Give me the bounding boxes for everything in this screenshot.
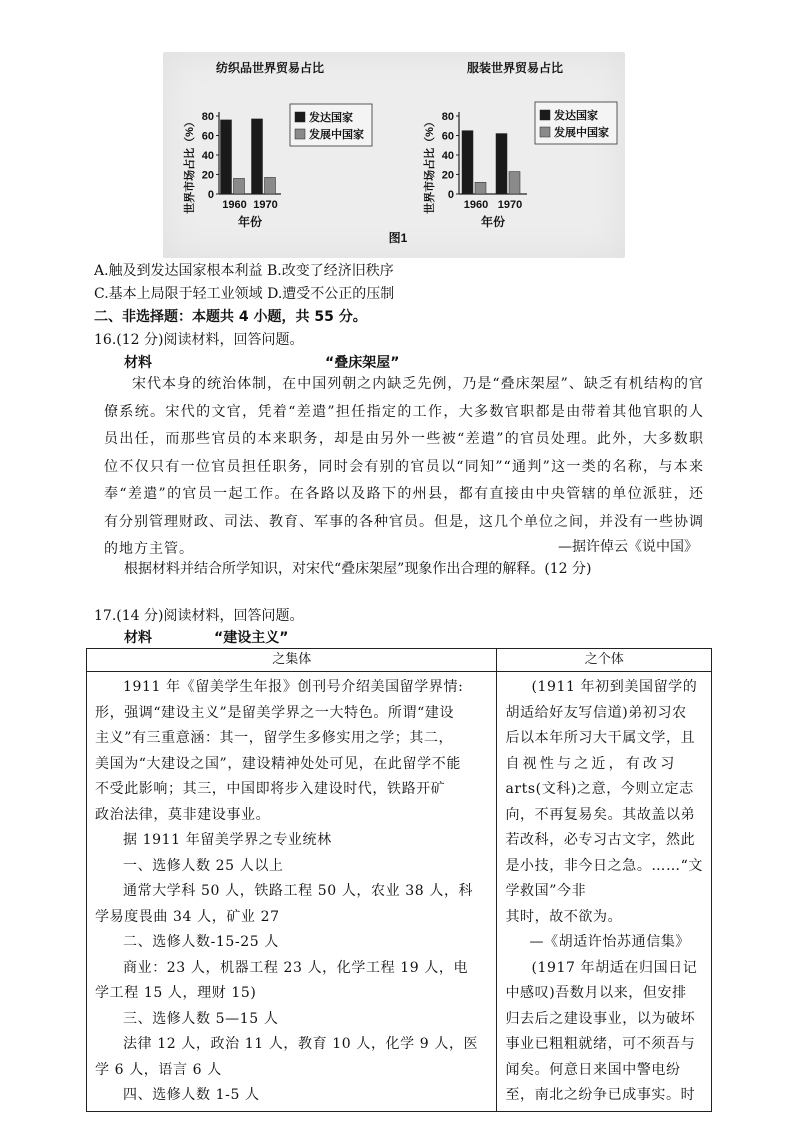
chart1-y-tick-label: 60 — [201, 130, 214, 143]
chart2-y-tick-label: 0 — [447, 189, 454, 201]
collective-line: 商业：23 人，机器工程 23 人，化学工程 19 人，电 — [123, 959, 469, 976]
chart1-y-tick-label: 80 — [201, 111, 214, 123]
collective-line: 通常大学科 50 人，铁路工程 50 人，农业 38 人，科 — [123, 883, 474, 899]
individual-line: arts(文科)之意，今则立定志 — [505, 781, 694, 797]
chart2-legend-swatch — [540, 110, 550, 120]
chart2-bar-developed — [462, 131, 473, 194]
individual-line: 归去后之建设事业，以为破坏 — [505, 1010, 696, 1027]
chart1-y-tick-label: 40 — [201, 150, 214, 162]
chart2-y-tick-label: 60 — [441, 130, 454, 143]
collective-line: 四、选修人数 1-5 人 — [123, 1087, 260, 1103]
individual-line: (1911 年初到美国留学的 — [531, 679, 698, 695]
individual-line: 若改科，必专习古文字，然此 — [505, 832, 696, 848]
individual-line: 后以本年所习大干属文学，且 — [505, 730, 696, 746]
q17-material-label: 材料 — [124, 630, 152, 646]
q17-material-title: “建设主义” — [214, 630, 289, 646]
chart2-x-tick-label: 1960 — [463, 199, 489, 211]
collective-line: 学工程 15 人，理财 15) — [95, 985, 257, 1001]
chart2-y-axis-label: 世界市场占比（%） — [424, 116, 436, 214]
chart2-y-tick-label: 40 — [441, 150, 454, 162]
table-cell-individual — [497, 672, 712, 1112]
q15-options-line1: A.触及到发达国家根本利益 B.改变了经济旧秩序 — [94, 263, 394, 279]
figure-1 — [163, 52, 625, 258]
table-header-collective: 之集体 — [87, 649, 497, 672]
collective-line: 美国为“大建设之国”，建设精神处处可见，在此留学不能 — [95, 755, 461, 772]
chart1-title: 纺织品世界贸易占比 — [215, 61, 325, 75]
q17-material-table — [86, 648, 712, 1112]
chart1-y-tick-label: 20 — [201, 169, 214, 182]
chart1-legend-label: 发达国家 — [309, 112, 353, 124]
q16-source: —据许倬云《说中国》 — [558, 539, 698, 555]
chart2-legend-label: 发达国家 — [554, 110, 598, 122]
individual-line: 其时，故不欲为。 — [505, 908, 623, 925]
chart1-bar-developed — [221, 120, 232, 194]
individual-line: 事业已粗粗就绪，可不须吾与 — [505, 1036, 696, 1052]
chart2-x-axis-label: 年份 — [480, 215, 506, 229]
chart2-title: 服装世界贸易占比 — [466, 61, 564, 75]
chart2-bar-developing — [475, 182, 486, 194]
chart2-bar-developing — [509, 172, 520, 194]
chart1-y-tick-label: 0 — [207, 189, 214, 201]
chart2-legend-swatch — [540, 127, 550, 137]
q15-options-line2: C.基本上局限于轻工业领域 D.遭受不公正的压制 — [94, 286, 395, 302]
collective-line: 不受此影响；其三，中国即将步入建设时代，铁路开矿 — [95, 781, 446, 797]
q16-question: 根据材料并结合所学知识，对宋代“叠床架屋”现象作出合理的解释。(12 分) — [124, 561, 592, 577]
chart2-y-tick-label: 80 — [441, 111, 454, 123]
collective-line: 三、选修人数 5—15 人 — [123, 1010, 279, 1027]
chart1-bar-developing — [234, 178, 245, 194]
chart1-legend-swatch — [295, 112, 305, 122]
collective-line: 政治法律，莫非建设事业。 — [95, 806, 271, 823]
collective-line: 学 6 人，语言 6 人 — [95, 1061, 222, 1078]
figure-label: 图1 — [388, 231, 408, 245]
chart1-bar-developed — [252, 119, 263, 194]
chart1-legend-swatch — [295, 129, 305, 139]
chart2-legend-label: 发展中国家 — [554, 127, 609, 139]
section2-heading: 二、非选择题：本题共 4 小题，共 55 分。 — [94, 309, 367, 325]
chart1-x-tick-label: 1960 — [222, 199, 247, 211]
chart1-y-axis-label: 世界市场占比（%） — [184, 116, 196, 214]
individual-line: (1917 年胡适在归国日记 — [531, 959, 698, 976]
collective-line: 据 1911 年留美学界之专业统林 — [123, 832, 332, 848]
individual-line: 胡适给好友写信道)弟初习农 — [505, 704, 687, 721]
chart1-x-axis-label: 年份 — [237, 215, 263, 229]
collective-line: 学易度畏曲 34 人，矿业 27 — [95, 908, 280, 925]
collective-line: 主义”有三重意涵：其一，留学生多修实用之学；其二， — [95, 730, 454, 746]
individual-line: 向，不再复易矣。其故盖以弟 — [505, 806, 696, 823]
q17-stem: 17.(14 分)阅读材料，回答问题。 — [94, 608, 304, 624]
chart2-bar-developed — [496, 134, 507, 194]
chart1-x-tick-label: 1970 — [253, 199, 278, 211]
q16-material-body: 宋代本身的统治体制，在中国列朝之内缺乏先例，乃是“叠床架屋”、缺乏有机结构的官僚系统。宋代的文官，凭着“差遣”担任指定的工作，大多数官职都是由带着其他官职的人员出任，而那些官员的本来职务，却是由另外一些被“差遣”的官员处理。此外，大多数职位不仅只有一位官员担任职务，同时会有别的官员以“同知”“通判”这一类的名称，与本来奉“差遣”的官员一起工作。在各路以及路下的州县，都有直接由中央管辖的单位派驻，还有分别管理财政、司法、教育、军事的各种官员。但是，这几个单位之间，并没有一些协调的地方主管。 — [104, 376, 704, 557]
collective-line: 二、选修人数-15-25 人 — [123, 934, 279, 950]
table-cell-collective — [87, 672, 497, 1112]
chart1-legend-label: 发展中国家 — [309, 129, 364, 141]
chart2-x-tick-label: 1970 — [497, 199, 523, 211]
chart1-bar-developing — [265, 177, 276, 194]
individual-line: 闻矣。何意日来国中警电纷 — [505, 1061, 681, 1078]
individual-line: 学救国”今非 — [505, 883, 587, 899]
collective-line: 形，强调“建设主义”是留美学界之一大特色。所谓“建设 — [95, 704, 455, 721]
individual-line: 至，南北之纷争已成事实。时 — [505, 1087, 696, 1103]
individual-source: —《胡适许怡苏通信集》 — [529, 934, 691, 950]
individual-line: 自视性与之近，有改习 — [505, 755, 678, 772]
individual-line: 是小技，非今日之急。……“文 — [505, 857, 703, 874]
q16-stem: 16.(12 分)阅读材料，回答问题。 — [94, 332, 304, 348]
collective-line: 一、选修人数 25 人以上 — [123, 857, 284, 874]
individual-line: 中感叹)吾数月以来，但安排 — [505, 985, 687, 1001]
chart2-y-tick-label: 20 — [441, 169, 454, 182]
q16-material-label: 材料 — [124, 355, 152, 371]
q16-material-title: “叠床架屋” — [325, 355, 400, 371]
table-header-individual: 之个体 — [497, 649, 712, 672]
collective-line: 法律 12 人，政治 11 人，教育 10 人，化学 9 人，医 — [123, 1036, 479, 1052]
collective-line: 1911 年《留美学生年报》创刊号介绍美国留学界情: — [123, 679, 464, 695]
figure-1-charts — [163, 52, 625, 258]
